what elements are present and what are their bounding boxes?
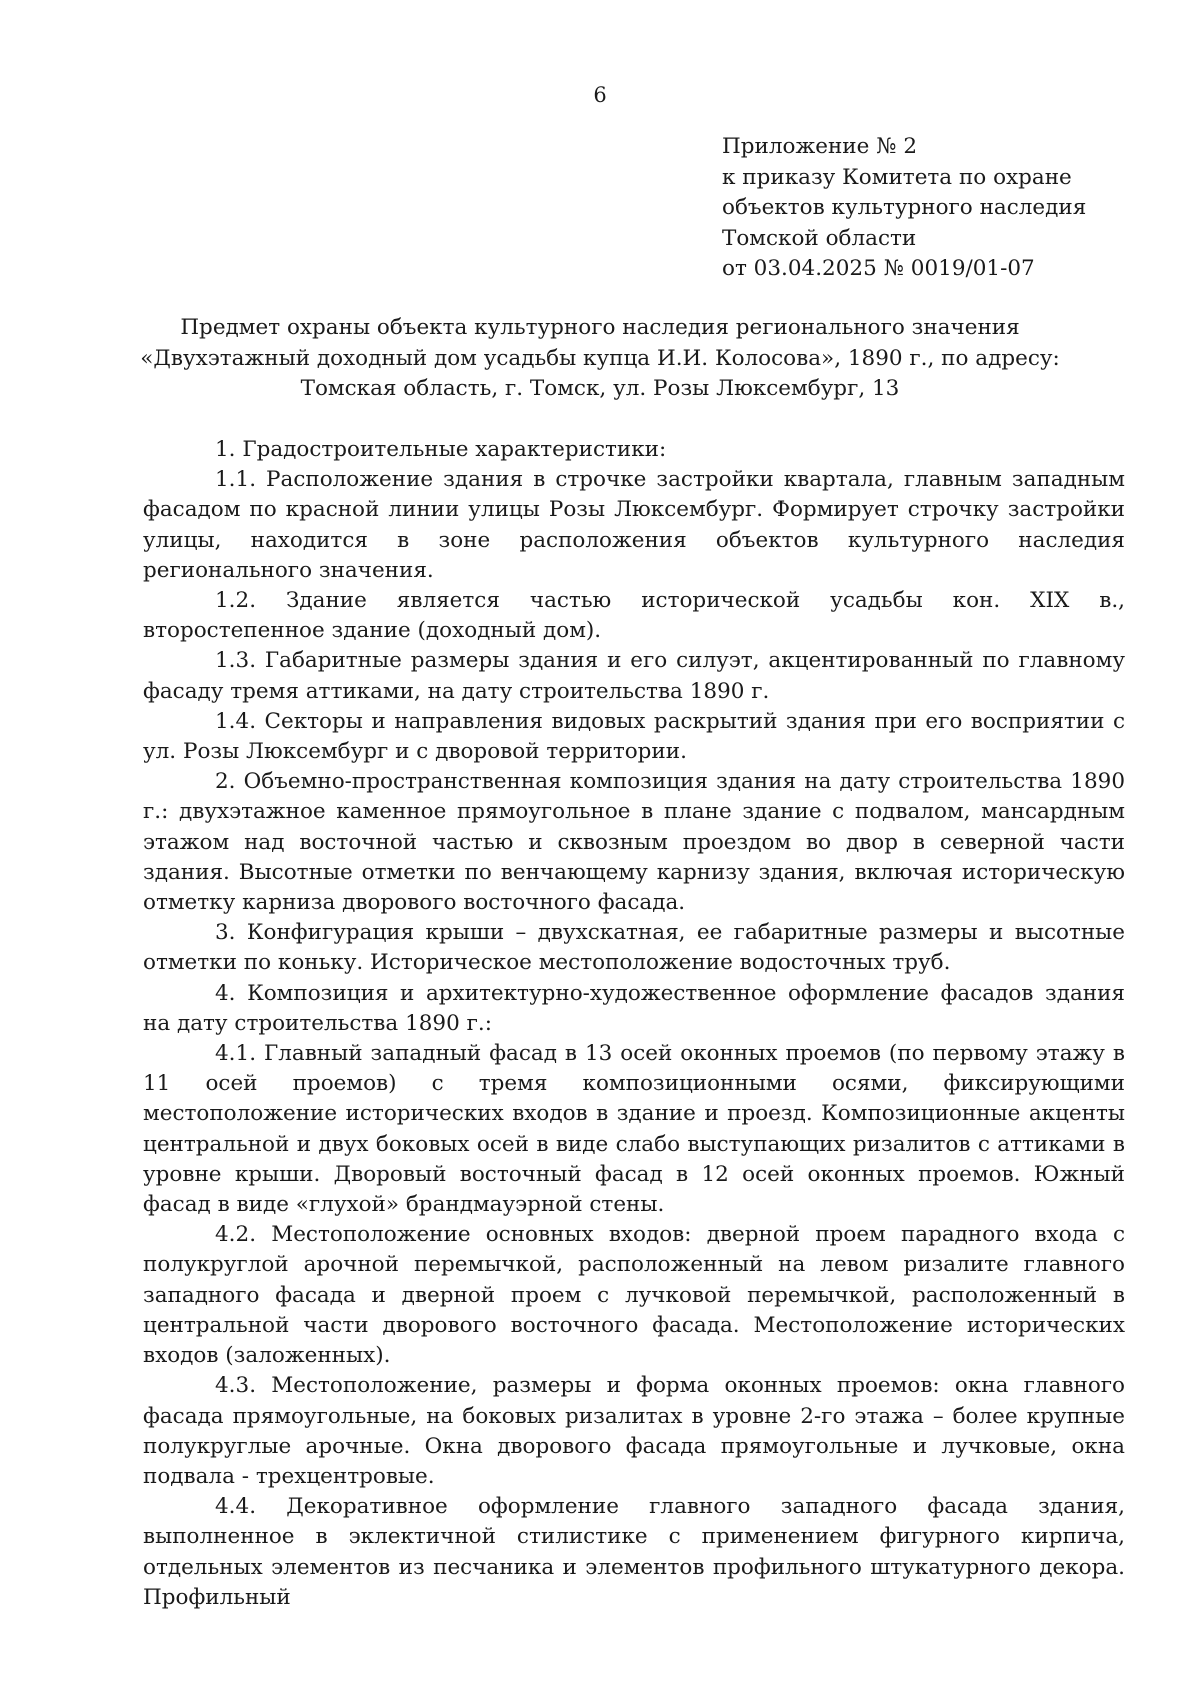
appendix-line: Томской области xyxy=(722,225,917,251)
appendix-line: Приложение № 2 xyxy=(722,134,918,159)
document-title xyxy=(140,313,1060,405)
title-line: Томская область, г. Томск, ул. Розы Люксембург, 13 xyxy=(300,376,900,401)
paragraph: 1.3. Габаритные размеры здания и его силуэт, акцентированный по главному фасаду тремя аттиками, на дату строительства 1890 г. xyxy=(143,648,1125,704)
paragraph: 4.4. Декоративное оформление главного западного фасада здания, выполненное в эклектичной стилистике с применением фигурного кирпича, отдельных элементов из песчаника и элементов профильного штукатурного декора. Профильный xyxy=(143,1494,1125,1610)
paragraph: 1. Градостроительные характеристики: xyxy=(215,437,667,462)
paragraph: 4.3. Местоположение, размеры и форма оконных проемов: окна главного фасада прямоугольные, на боковых ризалитах в уровне 2-го этажа – более крупные полукруглые арочные. Окна дворового фасада прямоугольные и лучковые, окна подвала - трехцентровые. xyxy=(143,1373,1125,1489)
page-number: 6 xyxy=(593,83,607,107)
paragraph: 1.1. Расположение здания в строчке застройки квартала, главным западным фасадом по красной линии улицы Розы Люксембург. Формирует строчку застройки улицы, находится в зоне расположения объектов культурного наследия регионального значения. xyxy=(143,467,1125,583)
title-line: «Двухэтажный доходный дом усадьбы купца И.И. Колосова», 1890 г., по адресу: xyxy=(140,345,1060,371)
paragraph: 4.2. Местоположение основных входов: дверной проем парадного входа с полукруглой арочной перемычкой, расположенный на левом ризалите главного западного фасада и дверной проем с лучковой перемычкой, расположенный в центральной части дворового восточного фасада. Местоположение исторических входов (заложенных). xyxy=(143,1222,1125,1369)
appendix-header xyxy=(722,132,1182,285)
appendix-line: от 03.04.2025 № 0019/01-07 xyxy=(722,256,1035,281)
paragraph: 3. Конфигурация крыши – двухскатная, ее габаритные размеры и высотные отметки по коньку. Историческое местоположение водосточных труб. xyxy=(143,920,1125,976)
paragraph: 4. Композиция и архитектурно-художественное оформление фасадов здания на дату строительства 1890 г.: xyxy=(143,980,1125,1036)
paragraph: 2. Объемно-пространственная композиция здания на дату строительства 1890 г.: двухэтажное каменное прямоугольное в плане здание с подвалом, мансардным этажом над восточной частью и сквозным проездом во двор в северной части здания. Высотные отметки по венчающему карнизу здания, включая историческую отметку карниза дворового восточного фасада. xyxy=(143,769,1125,916)
document-body xyxy=(143,435,1125,1613)
paragraph: 1.4. Секторы и направления видовых раскрытий здания при его восприятии с ул. Розы Люксембург и с дворовой территории. xyxy=(143,708,1125,765)
paragraph: 4.1. Главный западный фасад в 13 осей оконных проемов (по первому этажу в 11 осей проемов) с тремя композиционными осями, фиксирующими местоположение исторических входов в здание и проезд. Композиционные акценты центральной и двух боковых осей в виде слабо выступающих ризалитов с аттиками в уровне крыши. Дворовый восточный фасад в 12 осей оконных проемов. Южный фасад в виде «глухой» брандмауэрной стены. xyxy=(143,1041,1125,1218)
appendix-line: объектов культурного наследия xyxy=(722,195,1087,220)
appendix-line: к приказу Комитета по охране xyxy=(722,164,1072,190)
title-line: Предмет охраны объекта культурного наследия регионального значения xyxy=(180,315,1020,340)
paragraph: 1.2. Здание является частью исторической усадьбы кон. XIX в., второстепенное здание (доходный дом). xyxy=(143,588,1125,644)
